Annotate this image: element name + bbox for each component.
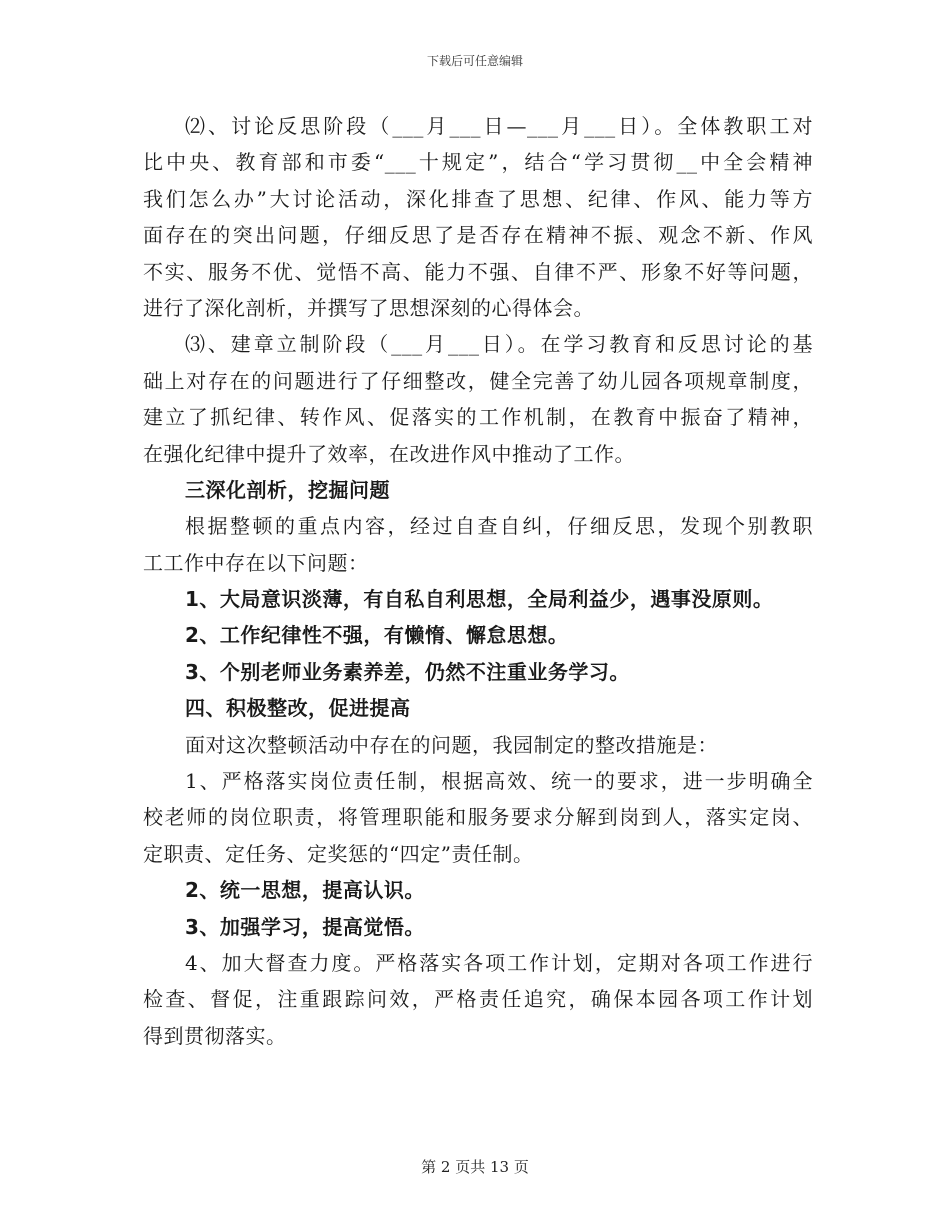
heading-line: 3、个别老师业务素养差，仍然不注重业务学习。 [185, 659, 630, 684]
paragraph-line: ⑵、讨论反思阶段（___月___日—___月___日）。全体教职工对 [185, 114, 813, 138]
paragraph-line: 建立了抓纪律、转作风、促落实的工作机制，在教育中振奋了精神， [143, 405, 813, 430]
heading-line: 2、统一思想，提高认识。 [185, 878, 425, 903]
paragraph-line: 1、严格落实岗位责任制，根据高效、统一的要求，进一步明确全 [185, 769, 813, 794]
paragraph-line: 4、加大督查力度。严格落实各项工作计划，定期对各项工作进行 [185, 950, 813, 975]
paragraph-line: 比中央、教育部和市委“___十规定”，结合“学习贯彻__中全会精神 [143, 150, 813, 175]
heading-line: 2、工作纪律性不强，有懒惰、懈怠思想。 [185, 623, 569, 648]
paragraph-line: 得到贯彻落实。 [143, 1023, 287, 1048]
paragraph-line: 不实、服务不优、觉悟不高、能力不强、自律不严、形象不好等问题， [143, 259, 813, 284]
paragraph-line: ⑶、建章立制阶段（___月___日）。在学习教育和反思讨论的基 [185, 332, 813, 357]
page-header: 下载后可任意编辑 [426, 54, 523, 68]
paragraph-line: 定职责、定任务、定奖惩的“四定”责任制。 [143, 841, 534, 866]
paragraph-line: 我们怎么办”大讨论活动，深化排查了思想、纪律、作风、能力等方 [143, 186, 813, 211]
paragraph-line: 根据整顿的重点内容，经过自查自纠，仔细反思，发现个别教职 [185, 514, 813, 539]
paragraph-line: 工工作中存在以下问题： [143, 550, 369, 575]
heading-line: 3、加强学习，提高觉悟。 [185, 914, 425, 939]
heading-line: 四、积极整改，促进提高 [185, 696, 411, 721]
heading-line: 1、大局意识淡薄，有自私自利思想，全局利益少，遇事没原则。 [185, 587, 774, 612]
paragraph-line: 础上对存在的问题进行了仔细整改，健全完善了幼儿园各项规章制度， [143, 368, 813, 393]
paragraph-line: 在强化纪律中提升了效率，在改进作风中推动了工作。 [143, 441, 635, 466]
paragraph-line: 进行了深化剖析，并撰写了思想深刻的心得体会。 [143, 295, 594, 320]
paragraph-line: 面存在的突出问题，仔细反思了是否存在精神不振、观念不新、作风 [143, 223, 813, 248]
page-number: 第 2 页共 13 页 [421, 1158, 529, 1176]
document-body [143, 108, 813, 1054]
paragraph-line: 检查、督促，注重跟踪问效，严格责任追究，确保本园各项工作计划 [143, 987, 813, 1012]
paragraph-line: 面对这次整顿活动中存在的问题，我园制定的整改措施是： [185, 732, 718, 757]
heading-line: 三深化剖析，挖掘问题 [185, 477, 390, 502]
paragraph-line: 校老师的岗位职责，将管理职能和服务要求分解到岗到人，落实定岗、 [143, 805, 813, 830]
